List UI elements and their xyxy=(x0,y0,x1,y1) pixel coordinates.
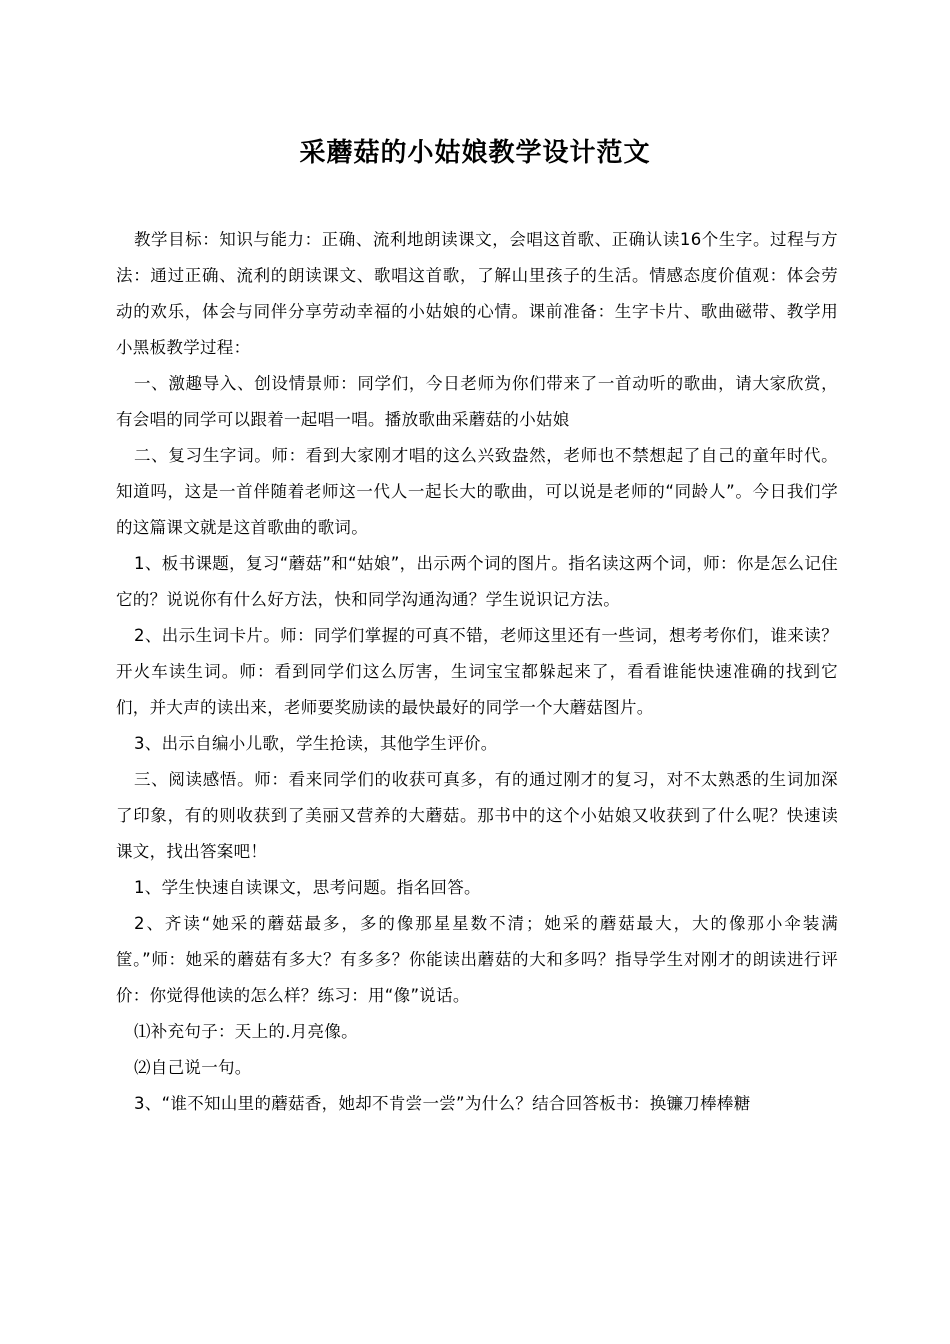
paragraph-step-3-2: 2、齐读“她采的蘑菇最多，多的像那星星数不清；她采的蘑菇最大，大的像那小伞装满筐。”师：她采的蘑菇有多大？有多多？你能读出蘑菇的大和多吗？指导学生对刚才的朗读进行评价：你觉得他读的怎么样？练习：用“像”说话。 xyxy=(116,914,838,1005)
document-title: 采蘑菇的小姑娘教学设计范文 xyxy=(299,138,651,168)
paragraph-section-three: 三、阅读感悟。师：看来同学们的收获可真多，有的通过刚才的复习，对不太熟悉的生词加深了印象，有的则收获到了美丽又营养的大蘑菇。那书中的这个小姑娘又收获到了什么呢？快速读课文，找出答案吧！ xyxy=(116,770,838,861)
paragraph-step-2-1: 1、板书课题，复习“蘑菇”和“姑娘”，出示两个词的图片。指名读这两个词，师：你是怎么记住它的？说说你有什么好方法，快和同学沟通沟通？学生说识记方法。 xyxy=(116,554,838,609)
paragraph-section-one: 一、激趣导入、创设情景师：同学们，今日老师为你们带来了一首动听的歌曲，请大家欣赏，有会唱的同学可以跟着一起唱一唱。播放歌曲采蘑菇的小姑娘 xyxy=(116,374,838,429)
paragraph-step-2-3: 3、出示自编小儿歌，学生抢读，其他学生评价。 xyxy=(134,734,498,753)
paragraph-section-two: 二、复习生字词。师：看到大家刚才唱的这么兴致盎然，老师也不禁想起了自己的童年时代。知道吗，这是一首伴随着老师这一代人一起长大的歌曲，可以说是老师的“同龄人”。今日我们学的这篇课文就是这首歌曲的歌词。 xyxy=(116,446,838,537)
paragraph-step-3-3: 3、“谁不知山里的蘑菇香，她却不肯尝一尝”为什么？结合回答板书：换镰刀棒棒糖 xyxy=(134,1094,751,1113)
paragraph-subitem-2: ⑵自己说一句。 xyxy=(134,1058,252,1077)
paragraph-subitem-1: ⑴补充句子：天上的.月亮像。 xyxy=(134,1022,358,1041)
paragraph-step-3-1: 1、学生快速自读课文，思考问题。指名回答。 xyxy=(134,878,481,897)
paragraph-objectives: 教学目标：知识与能力：正确、流利地朗读课文，会唱这首歌、正确认读16个生字。过程与方法：通过正确、流利的朗读课文、歌唱这首歌，了解山里孩子的生活。情感态度价值观：体会劳动的欢乐，体会与同伴分享劳动幸福的小姑娘的心情。课前准备：生字卡片、歌曲磁带、教学用小黑板教学过程： xyxy=(116,230,838,357)
document-body xyxy=(116,222,838,1122)
paragraph-step-2-2: 2、出示生词卡片。师：同学们掌握的可真不错，老师这里还有一些词，想考考你们，谁来读？开火车读生词。师：看到同学们这么厉害，生词宝宝都躲起来了，看看谁能快速准确的找到它们，并大声的读出来，老师要奖励读的最快最好的同学一个大蘑菇图片。 xyxy=(116,626,838,717)
